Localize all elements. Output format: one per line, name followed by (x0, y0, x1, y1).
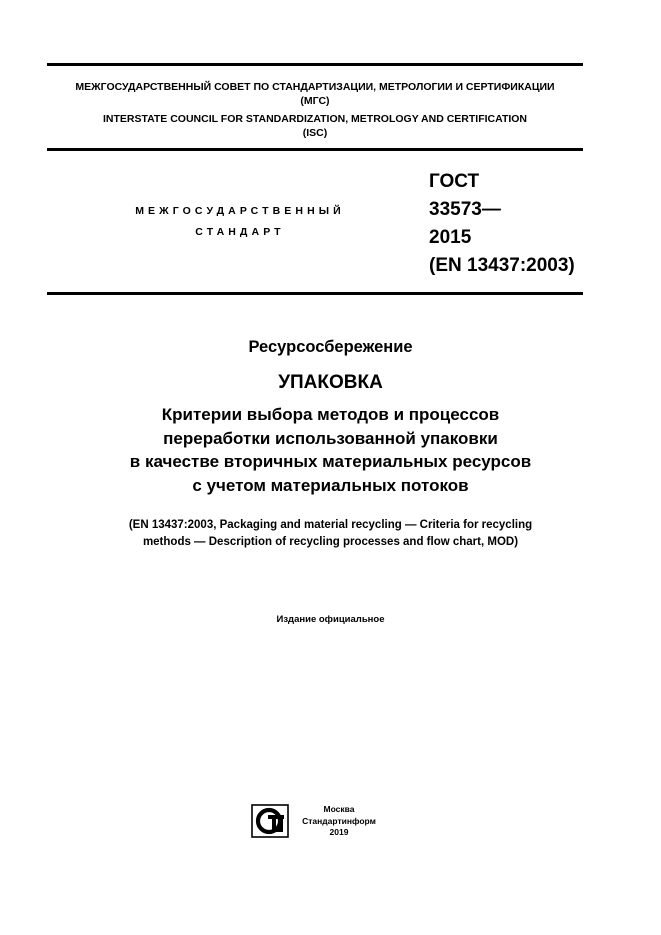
subtitle-line: переработки использованной упаковки (163, 428, 498, 448)
title-rule (47, 292, 583, 295)
publisher-info (293, 804, 385, 839)
english-title-line: methods — Description of recycling processes and flow chart, MOD) (142, 535, 519, 548)
subtitle-line: с учетом материальных потоков (192, 475, 469, 495)
standartinform-logo-icon (251, 804, 289, 838)
publisher-city: Москва (323, 804, 355, 814)
gost-number: 33573— (429, 199, 501, 220)
council-ru (47, 81, 583, 108)
english-title-line: (EN 13437:2003, Packaging and material recycling — Criteria for recycling (128, 519, 533, 531)
publication-year: 2019 (329, 827, 349, 837)
subtitle-line: в качестве вторичных материальных ресурсов (129, 452, 532, 471)
top-rule (47, 63, 583, 66)
gost-en-reference: (EN 13437:2003) (429, 255, 575, 276)
gost-label: ГОСТ (429, 171, 480, 192)
interstate-standard-label (118, 201, 362, 243)
council-en-line1: INTERSTATE COUNCIL FOR STANDARDIZATION, METROLOGY AND CERTIFICATION (102, 113, 528, 125)
gost-designation (429, 168, 575, 280)
standard-label-line1: МЕЖГОСУДАРСТВЕННЫЙ (135, 205, 345, 217)
council-ru-line1: МЕЖГОСУДАРСТВЕННЫЙ СОВЕТ ПО СТАНДАРТИЗАЦИИ, МЕТРОЛОГИИ И СЕРТИФИКАЦИИ (75, 81, 555, 93)
official-edition-label: Издание официальное (276, 614, 385, 625)
publisher-name: Стандартинформ (302, 815, 376, 826)
council-ru-line2: (МГС) (300, 94, 330, 107)
document-subtitle (0, 403, 661, 497)
subtitle-line: Критерии выбора методов и процессов (161, 405, 500, 424)
standard-label-line2: СТАНДАРТ (195, 226, 285, 238)
gost-year: 2015 (429, 227, 472, 248)
english-title (0, 517, 661, 550)
document-main-title: УПАКОВКА (278, 372, 383, 393)
council-en-line2: (ISC) (302, 126, 328, 139)
header-rule (47, 148, 583, 151)
council-en (47, 113, 583, 140)
document-category: Ресурсосбережение (248, 338, 413, 356)
